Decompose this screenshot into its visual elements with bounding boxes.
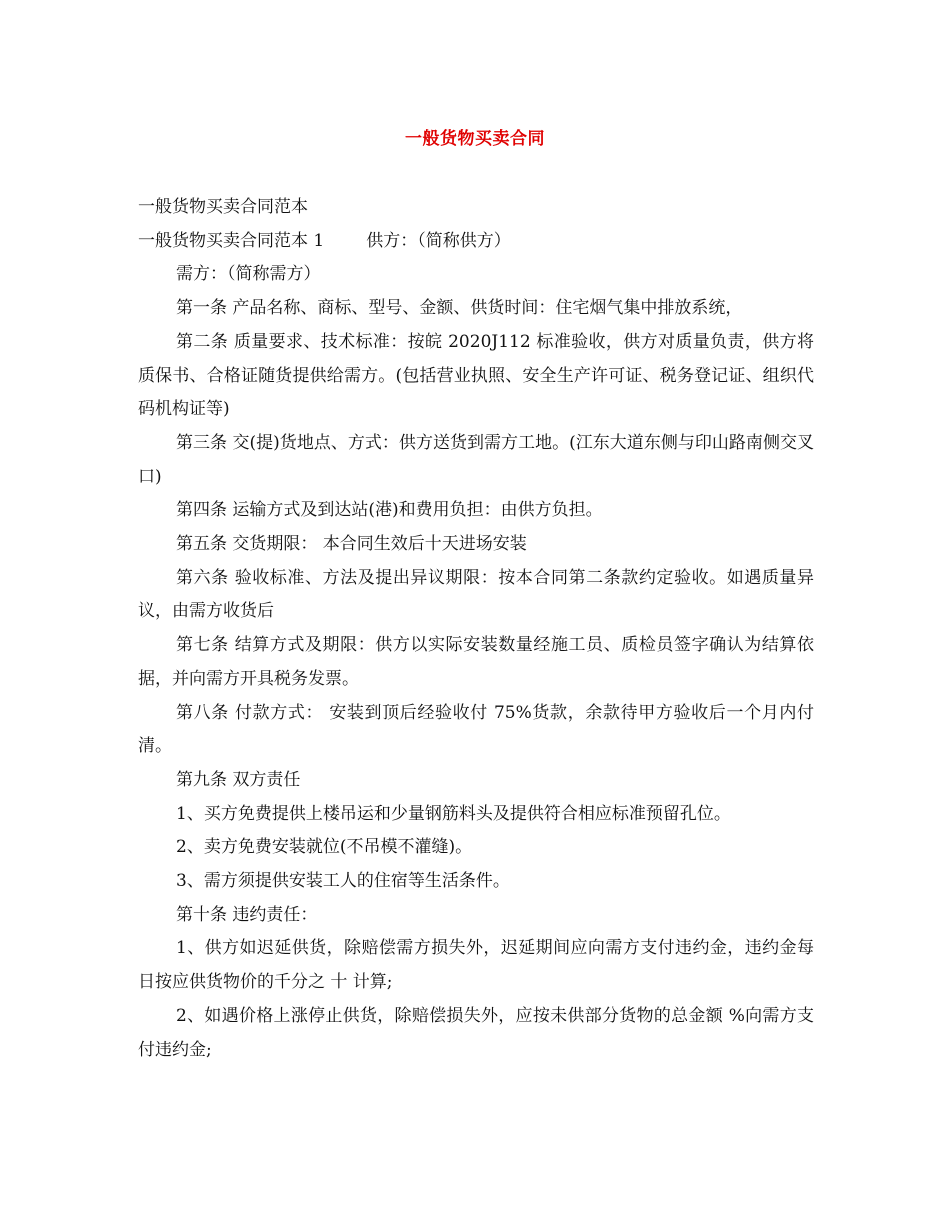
paragraph-article-5: 第五条 交货期限： 本合同生效后十天进场安装: [176, 534, 527, 555]
paragraph-buyer: 需方：（简称需方）: [176, 264, 321, 285]
page-title: 一般货物买卖合同: [405, 129, 545, 149]
paragraph-article-3: 第三条 交(提)货地点、方式：供方送货到需方工地。(江东大道东侧与印山路南侧交叉口): [138, 432, 814, 487]
paragraph-article-9-item-2: 2、卖方免费安装就位(不吊模不灌缝)。: [176, 837, 473, 858]
paragraph-article-1: 第一条 产品名称、商标、型号、金额、供货时间：住宅烟气集中排放系统，: [176, 298, 743, 319]
paragraph-article-9-item-3: 3、需方须提供安装工人的住宿等生活条件。: [176, 871, 510, 892]
document-body: [138, 191, 814, 1067]
paragraph-article-10: 第十条 违约责任：: [176, 904, 318, 925]
supplier-text: 供方：（简称供方）: [366, 230, 511, 251]
paragraph-article-4: 第四条 运输方式及到达站(港)和费用负担：由供方负担。: [176, 500, 603, 521]
paragraph-article-6: 第六条 验收标准、方法及提出异议期限：按本合同第二条款约定验收。如遇质量异议，由需方收货后: [138, 567, 814, 622]
paragraph-heading: 一般货物买卖合同范本: [138, 197, 308, 217]
paragraph-article-10-item-1: 1、供方如迟延供货，除赔偿需方损失外，迟延期间应向需方支付违约金，违约金每日按应供货物价的千分之 十 计算;: [138, 938, 814, 993]
paragraph-article-7: 第七条 结算方式及期限：供方以实际安装数量经施工员、质检员签字确认为结算依据，并向需方开具税务发票。: [138, 635, 814, 689]
paragraph-article-2: 第二条 质量要求、技术标准：按皖 2020J112 标准验收，供方对质量负责，供方将质保书、合格证随货提供给需方。(包括营业执照、安全生产许可证、税务登记证、组织代码机构证等): [138, 331, 814, 420]
paragraph-article-10-item-2: 2、如遇价格上涨停止供货，除赔偿损失外，应按未供部分货物的总金额 %向需方支付违约金;: [138, 1005, 814, 1060]
paragraph-contract-intro: [138, 225, 814, 259]
paragraph-article-9: 第九条 双方责任: [176, 769, 301, 790]
paragraph-article-8: 第八条 付款方式： 安装到顶后经验收付 75%货款，余款待甲方验收后一个月内付清。: [138, 702, 814, 757]
paragraph-article-9-item-1: 1、买方免费提供上楼吊运和少量钢筋料头及提供符合相应标准预留孔位。: [176, 803, 731, 824]
contract-number-text: 一般货物买卖合同范本 1: [138, 230, 325, 251]
